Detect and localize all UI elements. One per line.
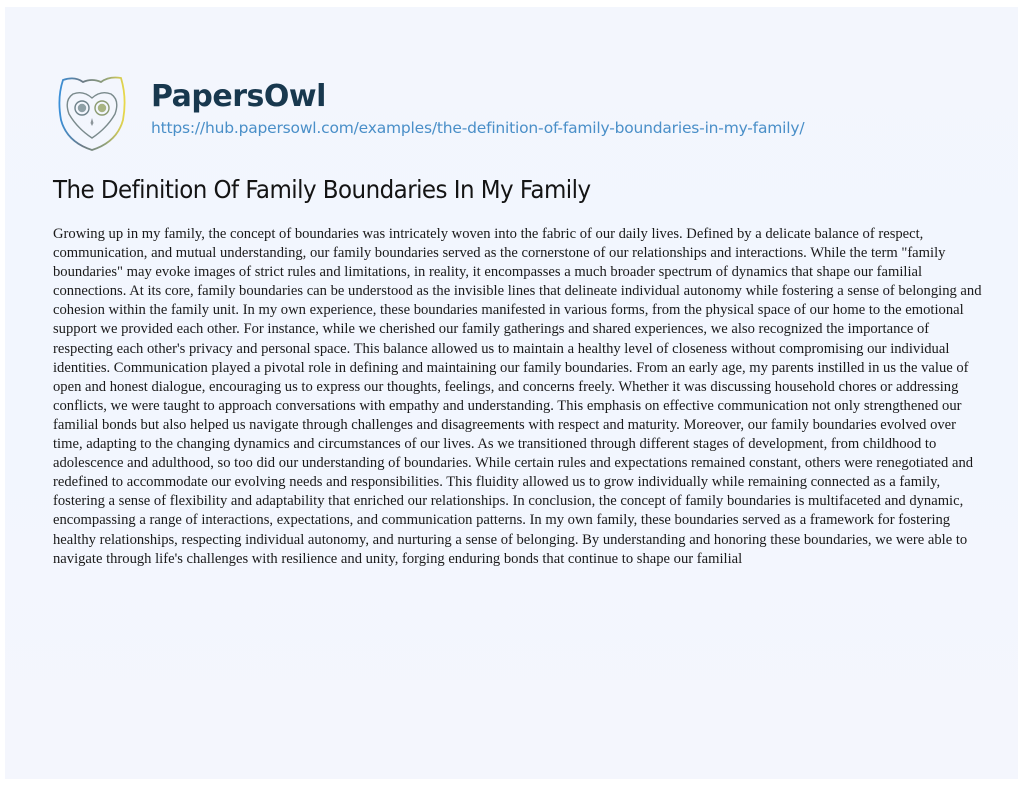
site-header xyxy=(53,67,804,157)
brand-name[interactable]: PapersOwl xyxy=(151,79,326,114)
brand-block xyxy=(151,79,805,139)
article-body: Growing up in my family, the concept of boundaries was intricately woven into the fabric of our daily lives. Defined by a delicate balance of respect, communication, and mutual understanding, our family boundaries served as the cornerstone of our relationships and interactions. While the term "family boundaries" may evoke images of strict rules and limitations, in reality, it encompasses a much broader spectrum of dynamics that shape our familial connections. At its core, family boundaries can be understood as the invisible lines that delineate individual autonomy while fostering a sense of belonging and cohesion within the family unit. In my own experience, these boundaries manifested in various forms, from the physical space of our home to the emotional support we provided each other. For instance, while we cherished our family gatherings and shared experiences, we also recognized the importance of respecting each other's privacy and personal space. This balance allowed us to maintain a healthy level of closeness without compromising our individual identities. Communication played a pivotal role in defining and maintaining our family boundaries. From an early age, my parents instilled in us the value of open and honest dialogue, encouraging us to express our thoughts, feelings, and concerns freely. Whether it was discussing household chores or addressing conflicts, we were taught to approach conversations with empathy and understanding. This emphasis on effective communication not only strengthened our familial bonds but also helped us navigate through challenges and disagreements with respect and maturity. Moreover, our family boundaries evolved over time, adapting to the changing dynamics and circumstances of our lives. As we transitioned through different stages of development, from childhood to adolescence and adulthood, so too did our understanding of boundaries. While certain rules and expectations remained constant, others were renegotiated and redefined to accommodate our evolving needs and responsibilities. This fluidity allowed us to grow individually while remaining connected as a family, fostering a sense of flexibility and adaptability that enriched our relationships. In conclusion, the concept of family boundaries is multifaceted and dynamic, encompassing a range of interactions, expectations, and communication patterns. In my own family, these boundaries served as a framework for fostering healthy relationships, respecting individual autonomy, and nurturing a sense of belonging. By understanding and honoring these boundaries, we were able to navigate through life's challenges with resilience and unity, forging enduring bonds that continue to shape our familial xyxy=(53,226,982,567)
source-url-link[interactable]: https://hub.papersowl.com/examples/the-definition-of-family-boundaries-in-my-family/ xyxy=(151,119,805,137)
article-title: The Definition Of Family Boundaries In My Family xyxy=(53,175,591,204)
owl-logo-icon[interactable] xyxy=(53,68,131,156)
document-page xyxy=(5,7,1018,779)
